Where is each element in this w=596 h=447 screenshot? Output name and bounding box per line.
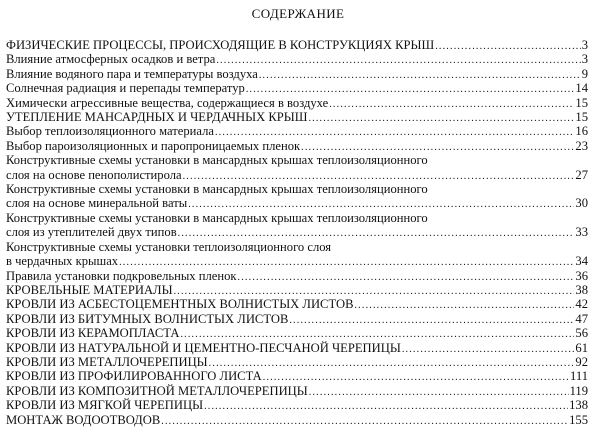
toc-entry[interactable] [6,413,588,427]
dot-leader [215,124,574,138]
toc-entry[interactable] [6,67,588,81]
toc-entry-title-line: Конструктивные схемы установки в мансардных крышах теплоизоляционного [6,153,428,168]
toc-entry-title: УТЕПЛЕНИЕ МАНСАРДНЫХ И ЧЕРДАЧНЫХ КРЫШ [6,110,308,125]
dot-leader [216,52,580,66]
toc-entry[interactable] [6,326,588,340]
dot-leader [238,269,575,283]
toc-entry-page-number: 14 [575,81,588,96]
dot-leader [180,326,574,340]
toc-entry-title-line: Конструктивные схемы установки в мансардных крышах теплоизоляционного [6,182,428,197]
table-of-contents [6,38,588,427]
toc-entry-title: Выбор теплоизоляционного материала [6,124,214,139]
toc-entry[interactable] [6,355,588,369]
toc-entry[interactable] [6,312,588,326]
toc-entry-page-number: 9 [581,66,588,81]
toc-entry-title-line: Конструктивные схемы установки в мансардных крышах теплоизоляционного [6,210,428,225]
toc-entry-title: Химически агрессивные вещества, содержащиеся в воздухе [6,95,329,110]
dot-leader [209,355,575,369]
toc-entry-page-number: 16 [575,124,588,139]
toc-entry[interactable] [6,384,588,398]
toc-entry[interactable] [6,124,588,138]
toc-entry[interactable] [6,96,588,110]
dot-leader [308,110,574,124]
toc-entry[interactable] [6,139,588,153]
toc-entry[interactable] [6,182,588,211]
dot-leader [174,283,575,297]
dot-leader [119,254,574,268]
toc-entry-page-number: 92 [575,354,588,369]
toc-entry[interactable] [6,398,588,412]
dot-leader [246,81,575,95]
toc-entry-title: КРОВЛИ ИЗ КОМПОЗИТНОЙ МЕТАЛЛОЧЕРЕПИЦЫ [6,383,308,398]
toc-entry[interactable] [6,38,588,52]
toc-entry-page-number: 15 [575,110,588,125]
toc-entry[interactable] [6,269,588,283]
toc-entry-title: КРОВЛИ ИЗ МЯГКОЙ ЧЕРЕПИЦЫ [6,398,204,413]
toc-entry-page-number: 3 [581,52,588,67]
toc-entry-page-number: 33 [575,225,588,240]
toc-entry-title: КРОВЛИ ИЗ МЕТАЛЛОЧЕРЕПИЦЫ [6,354,208,369]
toc-entry-title: слоя из утеплителей двух типов [6,225,177,240]
toc-entry-page-number: 61 [575,340,588,355]
toc-entry-title: Солнечная радиация и перепады температур [6,81,245,96]
toc-entry-page-number: 155 [569,412,588,427]
dot-leader [259,67,581,81]
toc-entry[interactable] [6,153,588,182]
dot-leader [289,312,574,326]
dot-leader [402,341,575,355]
toc-entry-title: КРОВЛИ ИЗ ПРОФИЛИРОВАННОГО ЛИСТА [6,369,262,384]
toc-entry-page-number: 3 [581,38,588,52]
toc-entry-title: КРОВЛИ ИЗ КЕРАМОПЛАСТА [6,326,180,341]
dot-leader [329,96,574,110]
toc-entry-title: КРОВЛИ ИЗ НАТУРАЛЬНОЙ И ЦЕМЕНТНО-ПЕСЧАНОЙ ЧЕРЕПИЦЫ [6,340,401,355]
toc-entry-title: слоя на основе пенополистирола [6,167,182,182]
dot-leader [309,384,569,398]
toc-entry-page-number: 138 [569,398,588,413]
toc-entry[interactable] [6,52,588,66]
toc-entry-page-number: 56 [575,326,588,341]
dot-leader [354,297,574,311]
toc-entry-title: МОНТАЖ ВОДООТВОДОВ [6,412,161,427]
toc-entry-title: Выбор пароизоляционных и паропроницаемых пленок [6,138,301,153]
toc-entry-page-number: 34 [575,254,588,269]
toc-entry[interactable] [6,283,588,297]
toc-entry-page-number: 47 [575,311,588,326]
toc-entry-title: КРОВЛИ ИЗ АСБЕСТОЦЕМЕНТНЫХ ВОЛНИСТЫХ ЛИСТОВ [6,297,354,312]
page-title: СОДЕРЖАНИЕ [251,6,345,21]
toc-entry[interactable] [6,240,588,269]
dot-leader [301,139,574,153]
toc-entry-title: Правила установки подкровельных пленок [6,268,237,283]
dot-leader [178,225,575,239]
toc-entry-title: Влияние атмосферных осадков и ветра [6,52,216,67]
dot-leader [188,196,574,210]
toc-entry-page-number: 42 [575,297,588,312]
toc-entry[interactable] [6,297,588,311]
toc-entry-page-number: 15 [575,95,588,110]
dot-leader [161,413,568,427]
toc-entry-title: в чердачных крышах [6,254,119,269]
toc-entry-title: КРОВЛИ ИЗ БИТУМНЫХ ВОЛНИСТЫХ ЛИСТОВ [6,311,289,326]
toc-entry[interactable] [6,341,588,355]
toc-entry[interactable] [6,81,588,95]
toc-entry-page-number: 111 [570,369,588,384]
toc-entry-page-number: 38 [575,282,588,297]
toc-entry-page-number: 36 [575,268,588,283]
dot-leader [435,38,581,52]
toc-entry-page-number: 30 [575,196,588,211]
toc-entry-title: Влияние водяного пара и температуры воздуха [6,66,258,81]
toc-entry-title: слоя на основе минеральной ваты [6,196,188,211]
toc-entry-title-line: Конструктивные схемы установки теплоизоляционного слоя [6,239,332,254]
toc-entry-title: ФИЗИЧЕСКИЕ ПРОЦЕССЫ, ПРОИСХОДЯЩИЕ В КОНСТРУКЦИЯХ КРЫШ [6,38,435,52]
toc-entry[interactable] [6,369,588,383]
dot-leader [204,398,568,412]
toc-entry-page-number: 27 [575,167,588,182]
toc-entry-page-number: 119 [569,383,588,398]
toc-entry[interactable] [6,110,588,124]
dot-leader [263,369,569,383]
toc-entry-title: КРОВЕЛЬНЫЕ МАТЕРИАЛЫ [6,282,173,297]
dot-leader [183,168,575,182]
toc-entry[interactable] [6,211,588,240]
toc-entry-page-number: 23 [575,138,588,153]
